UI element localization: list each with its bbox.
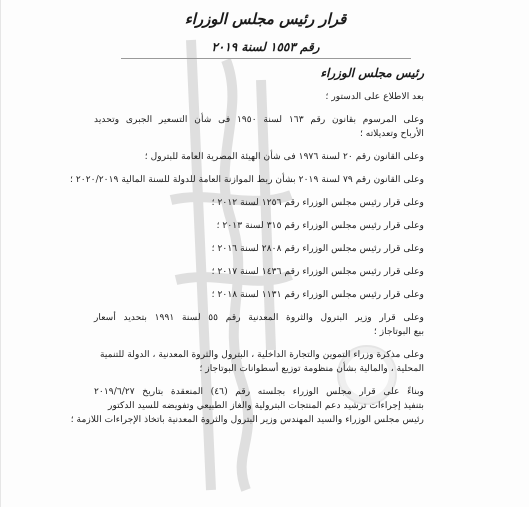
body-line: بتنفيذ إجراءات ترشيد دعم المنتجات البترولية والغاز الطبيعي وتفويضه للسيد الدكتور — [108, 400, 424, 411]
body-line: وعلى القانون رقم ٧٩ لسنة ٢٠١٩ بشأن ربط الموازنة العامة للدولة للسنة المالية ٢٠٢٠/٢٠١٩ ؛ — [70, 174, 424, 185]
issuer-heading: رئيس مجلس الوزراء — [320, 66, 424, 80]
body-line: وعلى مذكرة وزراء التموين والتجارة الداخلية ، البترول والثروة المعدنية ، الدولة للتنمية — [99, 349, 424, 360]
body-line: وعلى قرار رئيس مجلس الوزراء رقم ١٤٣٦ لسنة ٢٠١٧ ؛ — [211, 266, 424, 277]
body-line: بيع البوتاجاز ؛ — [373, 326, 424, 337]
body-line: رئيس مجلس الوزراء والسيد المهندس وزير البترول والثروة المعدنية باتخاذ الإجراءات اللازمة ؛ — [70, 414, 424, 425]
body-line: وبناءً على قرار مجلس الوزراء بجلسته رقم (٤٦) المنعقدة بتاريخ ٢٠١٩/٦/٢٧ — [94, 386, 424, 397]
body-line: وعلى القانون رقم ٢٠ لسنة ١٩٧٦ فى شأن الهيئة المصرية العامة للبترول ؛ — [144, 151, 424, 162]
page-title: قرار رئيس مجلس الوزراء — [184, 10, 347, 28]
body-line: وعلى قرار رئيس مجلس الوزراء رقم ١٢٥٦ لسنة ٢٠١٢ ؛ — [211, 197, 424, 208]
body-line: وعلى قرار رئيس مجلس الوزراء رقم ١١٣١ لسنة ٢٠١٨ ؛ — [211, 289, 424, 300]
body-line: وعلى قرار رئيس مجلس الوزراء رقم ٢٨٠٨ لسنة ٢٠١٦ ؛ — [211, 243, 424, 254]
body-line: وعلى المرسوم بقانون رقم ١٦٣ لسنة ١٩٥٠ فى شأن التسعير الجبرى وتحديد — [94, 114, 424, 125]
decree-body — [70, 90, 424, 427]
decree-number: رقم ١٥٥٣ لسنة ٢٠١٩ — [211, 40, 320, 54]
body-line: بعد الاطلاع على الدستور ؛ — [325, 91, 424, 102]
body-line: وعلى قرار وزير البترول والثروة المعدنية رقم ٥٥ لسنة ١٩٩١ بتحديد أسعار — [94, 312, 424, 323]
body-line: وعلى قرار رئيس مجلس الوزراء رقم ٣١٥ لسنة ٢٠١٣ ؛ — [216, 220, 424, 231]
body-line: المحلية ، والمالية بشأن منظومة توزيع أسطوانات البوتاجاز ؛ — [199, 363, 424, 374]
body-line: الأرباح وتعديلاته ؛ — [359, 128, 424, 139]
title-divider — [121, 58, 411, 59]
